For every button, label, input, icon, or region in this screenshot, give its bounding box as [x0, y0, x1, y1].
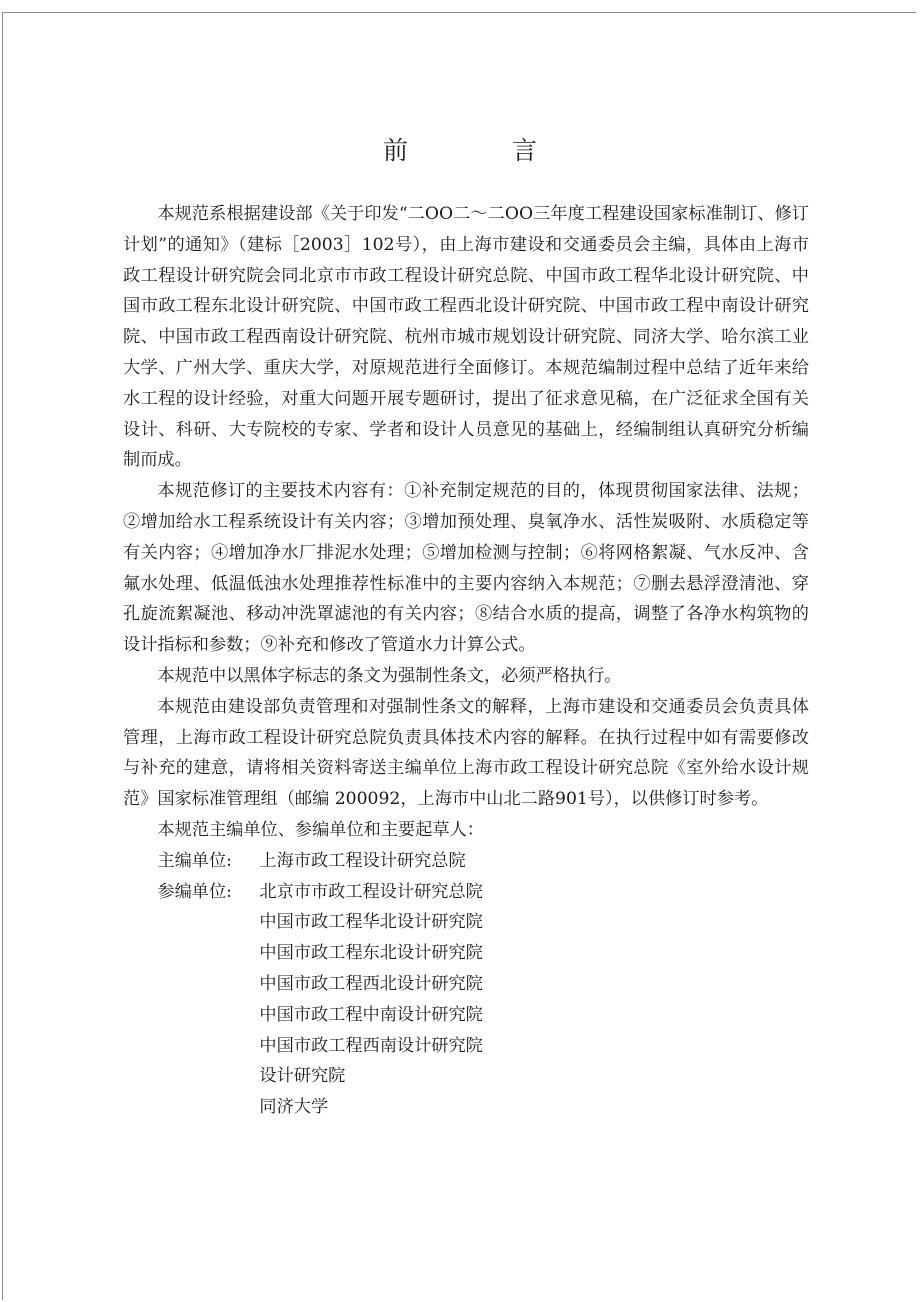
participating-unit: 中国市政工程西南设计研究院: [259, 1035, 483, 1056]
participating-unit: 北京市市政工程设计研究总院: [259, 881, 483, 902]
participating-unit: 设计研究院: [259, 1066, 346, 1087]
document-body: [123, 199, 809, 1123]
participating-units-list: [259, 877, 809, 1123]
participating-unit: 同济大学: [259, 1097, 329, 1118]
participating-units-label: 参编单位:: [157, 881, 232, 902]
paragraph-technical-content: 本规范修订的主要技术内容有：①补充制定规范的目的，体现贯彻国家法律、法规；②增加给水工程系统设计有关内容；③增加预处理、臭氧净水、活性炭吸附、水质稳定等有关内容；④增加净水厂排泥水处理；⑤增加检测与控制；⑥将网格絮凝、气水反冲、含氟水处理、低温低浊水处理推荐性标准中的主要内容纳入本规范；⑦删去悬浮澄清池、穿孔旋流絮凝池、移动冲洗罩滤池的有关内容；⑧结合水质的提高，调整了各净水构筑物的设计指标和参数；⑨补充和修改了管道水力计算公式。: [123, 481, 809, 656]
paragraph-mandatory-clauses: 本规范中以黑体字标志的条文为强制性条文，必须严格执行。: [157, 665, 622, 686]
paragraph-background: 本规范系根据建设部《关于印发“二OO二～二OO三年度工程建设国家标准制订、修订计划”的通知》（建标［2003］102号），由上海市建设和交通委员会主编，具体由上海市政工程设计研究院会同北京市市政工程设计研究总院、中国市政工程华北设计研究院、中国市政工程东北设计研究院、中国市政工程西北设计研究院、中国市政工程中南设计研究院、中国市政工程西南设计研究院、杭州市城市规划设计研究院、同济大学、哈尔滨工业大学、广州大学、重庆大学，对原规范进行全面修订。本规范编制过程中总结了近年来给水工程的设计经验，对重大问题开展专题研讨，提出了征求意见稿，在广泛征求全国有关设计、科研、大专院校的专家、学者和设计人员意见的基础上，经编制组认真研究分析编制而成。: [123, 204, 809, 471]
participating-unit: 中国市政工程西北设计研究院: [259, 973, 483, 994]
chief-unit-row: [123, 846, 809, 877]
participating-unit: 中国市政工程东北设计研究院: [259, 943, 483, 964]
participating-unit: 中国市政工程中南设计研究院: [259, 1004, 483, 1025]
paragraph-units-intro: 本规范主编单位、参编单位和主要起草人：: [157, 819, 484, 840]
document-page: [2, 12, 916, 1300]
participating-unit: 中国市政工程华北设计研究院: [259, 912, 483, 933]
paragraph-management: 本规范由建设部负责管理和对强制性条文的解释，上海市建设和交通委员会负责具体管理，上海市政工程设计研究总院负责具体技术内容的解释。在执行过程中如有需要修改与补充的建意，请将相关资料寄送主编单位上海市政工程设计研究总院《室外给水设计规范》国家标准管理组（邮编 200092，上海市中山北二路901号），以供修订时参考。: [123, 696, 809, 810]
chief-unit-value: 上海市政工程设计研究总院: [259, 850, 466, 871]
participating-units-row: [123, 877, 809, 1123]
chief-unit-label: 主编单位:: [157, 850, 232, 871]
page-title: 前 言: [383, 136, 585, 165]
